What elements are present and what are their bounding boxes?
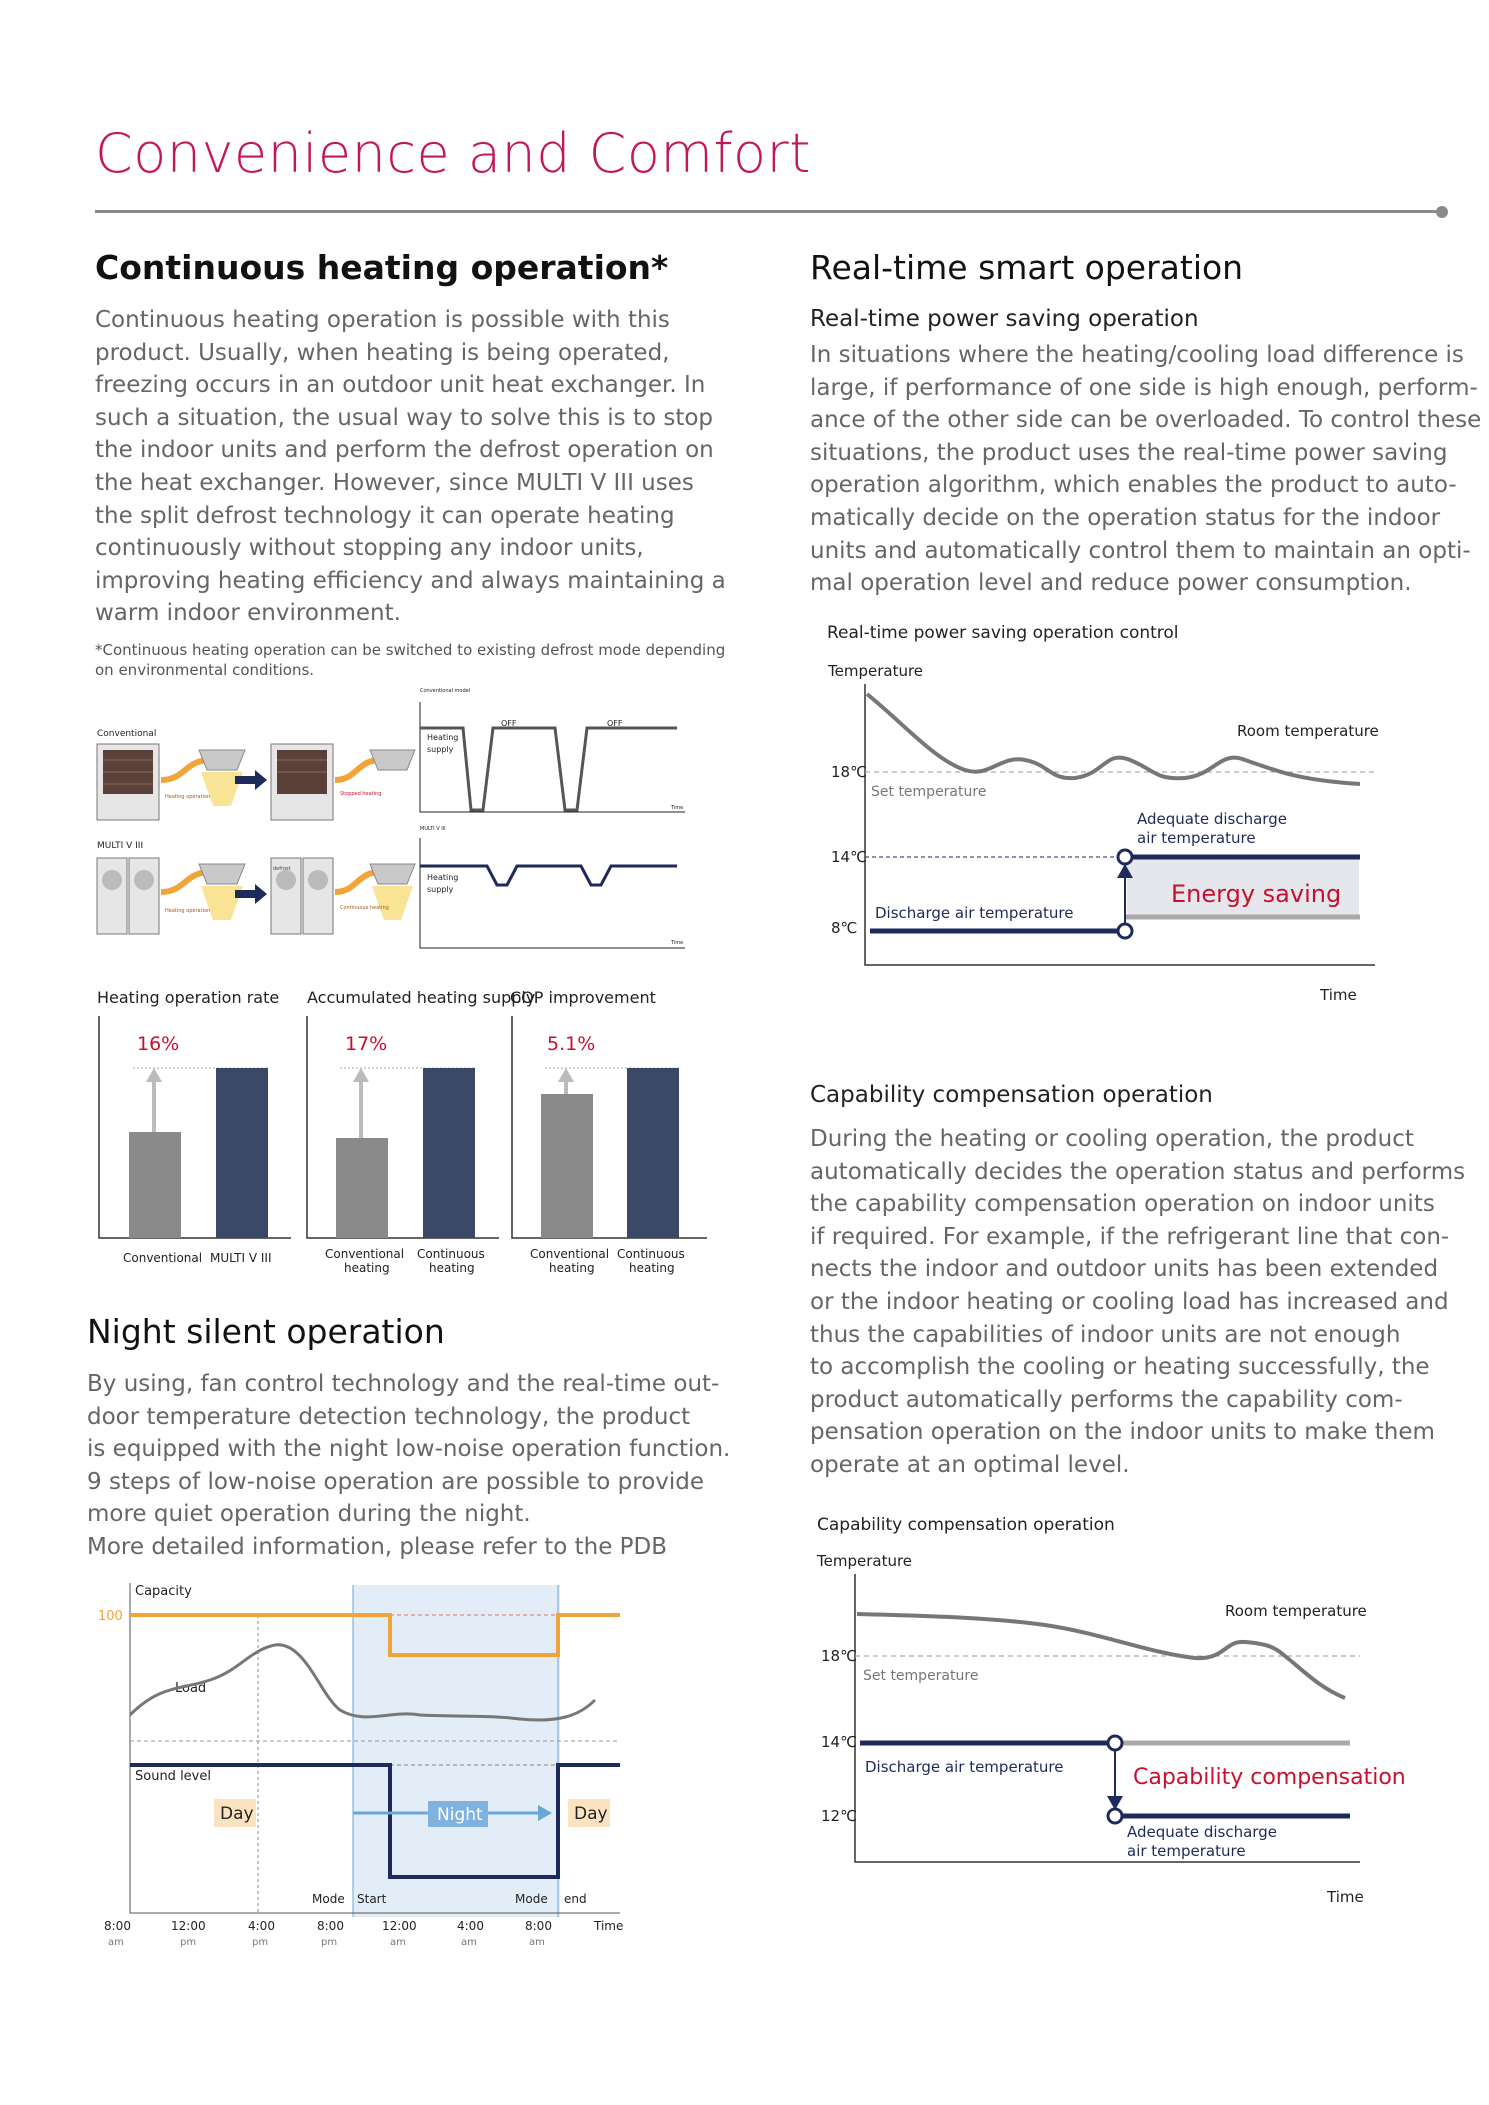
defrost-label: defrost <box>273 866 291 872</box>
capability-subheading: Capability compensation operation <box>810 1082 1213 1108</box>
outdoor-unit-icon <box>271 744 333 820</box>
body-line: During the heating or cooling operation, the product <box>810 1126 1414 1152</box>
night-label: Night <box>437 1805 483 1825</box>
body-line: In situations where the heating/cooling load difference is <box>810 342 1464 368</box>
chart-title: Heating operation rate <box>97 988 280 1007</box>
graph-title: MULTI V III <box>420 826 446 832</box>
indoor-unit-icon <box>370 864 415 920</box>
sound-level-label: Sound level <box>135 1769 211 1784</box>
page-title: Convenience and Comfort <box>95 122 811 185</box>
realtime-body <box>810 339 1481 600</box>
adequate-label: Adequate discharge <box>1127 1823 1277 1841</box>
tick-sublabel: pm <box>321 1937 338 1948</box>
improvement-bar-charts <box>95 980 725 1280</box>
tick-label: 8:00 <box>104 1919 131 1933</box>
time-label: Time <box>671 805 684 811</box>
improvement-value: 17% <box>345 1033 388 1055</box>
tick-label: 4:00 <box>248 1919 275 1933</box>
continuous-footnote <box>95 640 725 680</box>
graph-title: Conventional model <box>420 688 471 694</box>
stopped-heating-label: Stopped heating <box>340 791 382 797</box>
outdoor-unit-icon <box>97 858 159 934</box>
bar-conventional <box>541 1094 593 1238</box>
pipe-icon <box>161 760 210 780</box>
body-line: operation algorithm, which enables the product to auto- <box>810 472 1457 499</box>
body-line: operate at an optimal level. <box>810 1451 1130 1478</box>
room-temp-label: Room temperature <box>1237 722 1379 740</box>
body-line: nects the indoor and outdoor units has been extended <box>810 1256 1439 1283</box>
body-line: improving heating efficiency and always maintaining a <box>95 567 726 594</box>
body-line: By using, fan control technology and the real-time out- <box>87 1371 720 1397</box>
marker-point <box>1118 924 1132 938</box>
tick-label: 18℃ <box>821 1647 857 1665</box>
body-line: thus the capabilities of indoor units are not enough <box>810 1321 1401 1348</box>
tick-label: 18℃ <box>831 763 867 781</box>
bar-label: heating <box>429 1261 475 1275</box>
body-line: large, if performance of one side is high enough, perform- <box>810 374 1478 401</box>
tick-label: 12℃ <box>821 1807 857 1825</box>
tick-sublabel: am <box>108 1937 124 1948</box>
day-label: Day <box>220 1804 254 1824</box>
footnote-line: on environmental conditions. <box>95 661 315 679</box>
tick-sublabel: am <box>461 1937 477 1948</box>
improvement-value: 16% <box>137 1033 180 1055</box>
marker-point <box>1108 1736 1122 1750</box>
tick-sublabel: pm <box>180 1937 197 1948</box>
body-line: if required. For example, if the refrigerant line that con- <box>810 1223 1450 1250</box>
continuous-heating-label: Continuous heating <box>340 905 389 911</box>
bar-chart-heating-rate <box>97 988 291 1265</box>
bar-improved <box>216 1068 268 1238</box>
y-axis-label: Temperature <box>817 1552 913 1570</box>
body-line: pensation operation on the indoor units to make them <box>810 1419 1435 1446</box>
mode-end-label: end <box>564 1892 587 1906</box>
mode-end-label: Mode <box>515 1892 548 1906</box>
heating-supply-label: Heating <box>427 733 459 742</box>
tick-label: 14℃ <box>831 848 867 866</box>
body-line: such a situation, the usual way to solve this is to stop <box>95 404 714 431</box>
conventional-label: Conventional <box>97 729 157 739</box>
bar-conventional <box>129 1132 181 1238</box>
body-line: door temperature detection technology, the product <box>87 1403 691 1430</box>
up-arrow-icon <box>558 1068 574 1082</box>
body-line: ance of the other side can be overloaded. To control these <box>810 407 1482 434</box>
body-line: Continuous heating operation is possible with this <box>95 307 670 333</box>
bar-label: heating <box>549 1261 595 1275</box>
body-line: is equipped with the night low-noise operation function. <box>87 1436 731 1463</box>
bar-label: Continuous <box>617 1247 685 1261</box>
body-line: to accomplish the cooling or heating successfully, the <box>810 1354 1430 1381</box>
body-line: situations, the product uses the real-time power saving <box>810 439 1448 466</box>
multiv-label: MULTI V III <box>97 841 144 851</box>
body-line: the split defrost technology it can operate heating <box>95 502 675 529</box>
improvement-value: 5.1% <box>547 1033 596 1055</box>
pipe-icon <box>335 760 380 780</box>
discharge-label: Discharge air temperature <box>875 904 1074 922</box>
bar-label: Conventional <box>530 1247 610 1261</box>
chart-title: Capability compensation operation <box>817 1515 1115 1535</box>
tick-label: 8℃ <box>831 919 858 937</box>
capability-compensation-chart <box>815 1510 1406 1910</box>
heating-operation-label: Heating operation <box>165 794 211 800</box>
body-line: or the indoor heating or cooling load has increased and <box>810 1288 1449 1315</box>
tick-sublabel: pm <box>252 1937 269 1948</box>
body-line: product. Usually, when heating is being operated, <box>95 339 670 366</box>
up-arrow-icon <box>146 1068 162 1082</box>
tick-label: 4:00 <box>457 1919 484 1933</box>
heating-supply-label: Heating <box>427 873 459 882</box>
body-line: more quiet operation during the night. <box>87 1501 531 1528</box>
body-line: More detailed information, please refer to the PDB <box>87 1533 668 1560</box>
realtime-subheading: Real-time power saving operation <box>810 306 1199 332</box>
body-line: the indoor units and perform the defrost operation on <box>95 437 714 464</box>
capability-compensation-label: Capability compensation <box>1133 1765 1406 1790</box>
up-arrow-icon <box>353 1068 369 1082</box>
indoor-unit-icon <box>370 750 415 770</box>
time-axis-label: Time <box>594 1919 624 1933</box>
night-heading: Night silent operation <box>87 1312 445 1351</box>
body-line: mal operation level and reduce power consumption. <box>810 570 1412 597</box>
adequate-label: Adequate discharge <box>1137 810 1287 828</box>
tick-label: 14℃ <box>821 1733 857 1751</box>
body-line: the heat exchanger. However, since MULTI V III uses <box>95 469 694 496</box>
set-temp-label: Set temperature <box>871 784 987 800</box>
set-temp-label: Set temperature <box>863 1668 979 1684</box>
bar-label: Continuous <box>417 1247 485 1261</box>
heating-supply-label: supply <box>427 745 454 754</box>
load-label: Load <box>175 1681 207 1696</box>
time-ticks <box>104 1919 552 1948</box>
bar-chart-heating-supply <box>307 988 535 1275</box>
bar-label: Conventional <box>123 1251 203 1265</box>
energy-saving-label: Energy saving <box>1171 880 1342 908</box>
mode-start-label: Start <box>357 1892 387 1906</box>
capacity-label: Capacity <box>135 1584 192 1599</box>
tick-sublabel: am <box>529 1937 545 1948</box>
tick-label: 12:00 <box>382 1919 417 1933</box>
body-line: automatically decides the operation status and performs <box>810 1158 1466 1185</box>
body-line: product automatically performs the capability com- <box>810 1386 1403 1413</box>
day-label: Day <box>574 1804 608 1824</box>
continuous-heading: Continuous heating operation* <box>95 248 669 287</box>
bar-label: heating <box>344 1261 390 1275</box>
tick-label: 12:00 <box>171 1919 206 1933</box>
night-band <box>353 1585 560 1917</box>
tick-label: 8:00 <box>525 1919 552 1933</box>
body-line: warm indoor environment. <box>95 600 401 627</box>
night-silent-chart <box>90 1575 650 1955</box>
body-line: 9 steps of low-noise operation are possible to provide <box>87 1468 705 1495</box>
marker-point <box>1108 1809 1122 1823</box>
bar-label: MULTI V III <box>210 1251 272 1265</box>
footnote-line: *Continuous heating operation can be switched to existing defrost mode depending <box>95 641 726 659</box>
outdoor-unit-icon <box>97 744 159 820</box>
time-axis-label: Time <box>1320 986 1357 1004</box>
chart-title: COP improvement <box>510 988 656 1007</box>
bar-label: heating <box>629 1261 675 1275</box>
title-divider <box>95 210 1440 213</box>
divider-end-dot <box>1436 206 1448 218</box>
marker-point <box>1118 850 1132 864</box>
power-saving-chart <box>825 620 1385 1012</box>
defrost-comparison-illustration <box>95 680 735 970</box>
mode-start-label: Mode <box>312 1892 345 1906</box>
bar-improved <box>423 1068 475 1238</box>
bar-chart-cop <box>510 988 707 1275</box>
heating-supply-label: supply <box>427 885 454 894</box>
body-line: freezing occurs in an outdoor unit heat exchanger. In <box>95 372 706 399</box>
night-body <box>87 1368 730 1564</box>
room-temp-label: Room temperature <box>1225 1602 1367 1620</box>
body-line: continuously without stopping any indoor units, <box>95 535 644 562</box>
tick-label: 8:00 <box>317 1919 344 1933</box>
off-label: OFF <box>501 719 517 728</box>
tick-sublabel: am <box>390 1937 406 1948</box>
bar-label: Conventional <box>325 1247 405 1261</box>
adequate-label: air temperature <box>1137 829 1256 847</box>
chart-title: Real-time power saving operation control <box>827 623 1179 643</box>
body-line: units and automatically control them to maintain an opti- <box>810 537 1471 564</box>
body-line: matically decide on the operation status for the indoor <box>810 504 1441 531</box>
heating-operation-label: Heating operation <box>165 908 211 914</box>
adequate-label: air temperature <box>1127 1842 1246 1860</box>
continuous-body <box>95 304 726 630</box>
body-line: the capability compensation operation on indoor units <box>810 1191 1435 1218</box>
time-label: Time <box>671 940 684 946</box>
bar-improved <box>627 1068 679 1238</box>
realtime-heading: Real-time smart operation <box>810 248 1244 287</box>
bar-conventional <box>336 1138 388 1238</box>
time-axis-label: Time <box>1327 1888 1364 1906</box>
discharge-label: Discharge air temperature <box>865 1758 1064 1776</box>
capacity-max-label: 100 <box>98 1609 123 1624</box>
y-axis-label: Temperature <box>828 662 924 680</box>
off-label: OFF <box>607 719 623 728</box>
capability-body <box>810 1123 1465 1482</box>
chart-title: Accumulated heating supply <box>307 988 536 1007</box>
